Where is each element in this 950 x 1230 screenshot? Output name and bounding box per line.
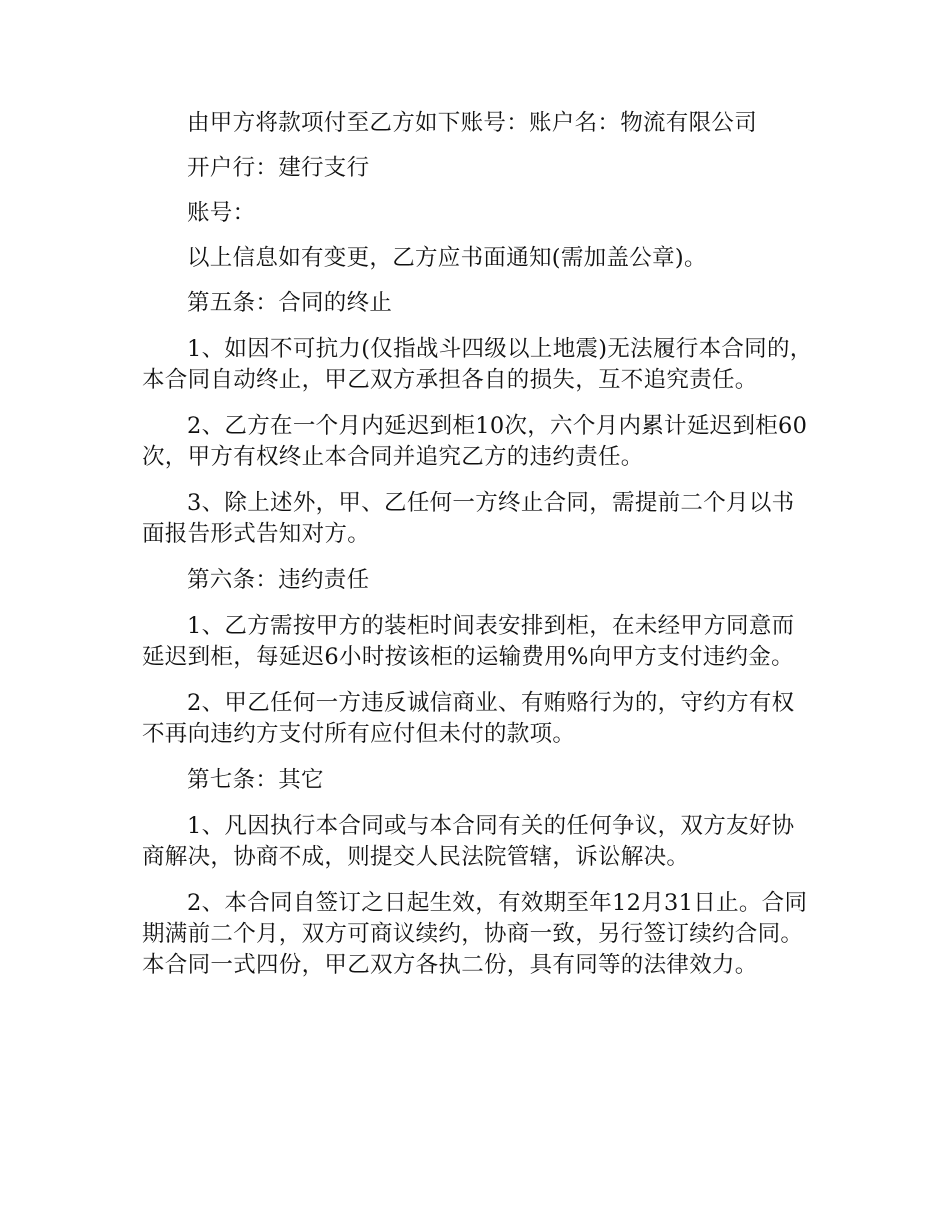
payment-account-paragraph: 由甲方将款项付至乙方如下账号：账户名：物流有限公司 [187, 110, 758, 136]
article-7-clause-1: 1、凡因执行本合同或与本合同有关的任何争议，双方友好协商解决，协商不成，则提交人民法院管辖，诉讼解决。 [142, 813, 795, 870]
article-7-clause-2: 2、本合同自签订之日起生效，有效期至年12月31日止。合同期满前二个月，双方可商议续约，协商一致，另行签订续约合同。本合同一式四份，甲乙双方各执二份，具有同等的法律效力。 [142, 890, 808, 978]
article-7-heading: 第七条：其它 [187, 767, 324, 793]
document-page [142, 108, 814, 981]
article-5-clause-1: 1、如因不可抗力(仅指战斗四级以上地震)无法履行本合同的，本合同自动终止，甲乙双方承担各自的损失，互不追究责任。 [142, 336, 813, 393]
article-5-clause-3: 3、除上述外，甲、乙任何一方终止合同，需提前二个月以书面报告形式告知对方。 [142, 490, 795, 547]
article-6-clause-2: 2、甲乙任何一方违反诚信商业、有贿赂行为的，守约方有权不再向违约方支付所有应付但未付的款项。 [142, 690, 795, 747]
article-6-clause-1: 1、乙方需按甲方的装柜时间表安排到柜，在未经甲方同意而延迟到柜，每延迟6小时按该柜的运输费用%向甲方支付违约金。 [142, 613, 795, 670]
bank-branch-paragraph: 开户行：建行支行 [187, 155, 370, 181]
article-5-clause-2: 2、乙方在一个月内延迟到柜10次，六个月内累计延迟到柜60次，甲方有权终止本合同并追究乙方的违约责任。 [142, 413, 808, 470]
article-5-heading: 第五条：合同的终止 [187, 290, 393, 316]
account-number-paragraph: 账号： [187, 200, 256, 226]
article-6-heading: 第六条：违约责任 [187, 567, 370, 593]
change-notice-paragraph: 以上信息如有变更，乙方应书面通知(需加盖公章)。 [187, 245, 707, 271]
